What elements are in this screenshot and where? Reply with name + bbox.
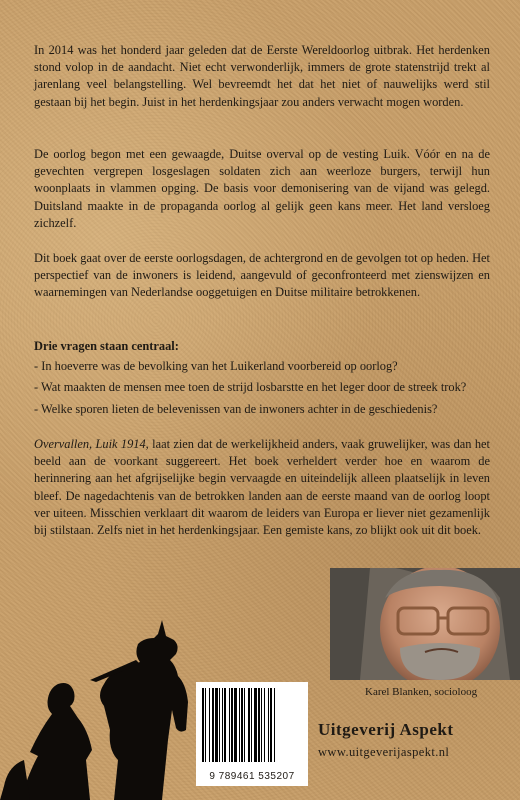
paragraph-4-text: , laat zien dat de werkelijkheid anders, vaak gruwelijker, was dan het beeld aan de voorkant suggereert. Het boek verheldert verder hoe en waarom de herinnering aan het afgrijselijke begin vervaagde en uiteindelijk alleen plaatselijk in leven bleef. De nagedachtenis van de betrokken landen aan de eerste maand van de oorlog loopt ver uiteen. Misschien verklaart dit waarom de leiders van Europa er liever niet gezamenlijk bij stilstaan. Zelfs niet in het herdenkingsjaar. Een gemiste kans, zo blijkt ook uit dit boek. (34, 437, 490, 538)
fourth-paragraph-block (34, 436, 490, 539)
barcode-bar (275, 688, 278, 762)
paragraph-2: De oorlog begon met een gewaagde, Duitse overval op de vesting Luik. Vóór en na de gevechten vergrepen losgeslagen soldaten zich aan weerloze burgers, terwijl hun woonplaats in vlammen opging. De basis voor demonisering van de vijand was gelegd. Duitsland maakte in de propaganda oorlog al gelijk geen kans meer. Het land versloeg zichzelf. (34, 147, 490, 230)
paragraph-3: Dit boek gaat over de eerste oorlogsdagen, de achtergrond en de gevolgen tot op heden. Het perspectief van de inwoners is leidend, aangevuld of geconfronteerd met zienswijzen en waarnemingen van Nederlandse ooggetuigen en Duitse militaire betrokkenen. (34, 251, 490, 300)
questions-heading: Drie vragen staan centraal: (34, 339, 179, 353)
isbn-number: 9 789461 535207 (209, 771, 295, 782)
publisher-website: www.uitgeverijaspekt.nl (318, 745, 450, 759)
question-item: - In hoeverre was de bevolking van het Luikerland voorbereid op oorlog? (34, 359, 398, 374)
question-item: - Welke sporen lieten de belevenissen van de inwoners achter in de geschiedenis? (34, 401, 438, 416)
publisher-name: Uitgeverij Aspekt (318, 720, 454, 739)
question-item: - Wat maakten de mensen mee toen de strijd losbarstte en het leger door de streek trok? (34, 380, 467, 395)
barcode-bars (202, 688, 302, 762)
paragraph-1: In 2014 was het honderd jaar geleden dat de Eerste Wereldoorlog uitbrak. Het herdenken stond volop in de aandacht. Niet echt verwonderlijk, immers de grote statenstrijd trekt al jarenlang veel belangstelling. Wel bevreemdt het dat het niet of nauwelijks werd stil gestaan bij het begin. Juist in het herdenkingsjaar zou anders verwacht mogen worden. (34, 43, 490, 109)
soldier-silhouette (0, 610, 196, 800)
isbn-barcode (196, 682, 308, 786)
second-paragraph-block (34, 146, 490, 232)
questions-list (34, 358, 490, 418)
questions-block (34, 338, 490, 422)
intro-paragraph (34, 42, 490, 111)
author-photo (330, 568, 520, 680)
book-title: Overvallen, Luik 1914 (34, 437, 146, 451)
author-caption: Karel Blanken, socioloog (365, 686, 478, 698)
paragraph-4 (34, 436, 490, 539)
third-paragraph-block (34, 250, 490, 302)
